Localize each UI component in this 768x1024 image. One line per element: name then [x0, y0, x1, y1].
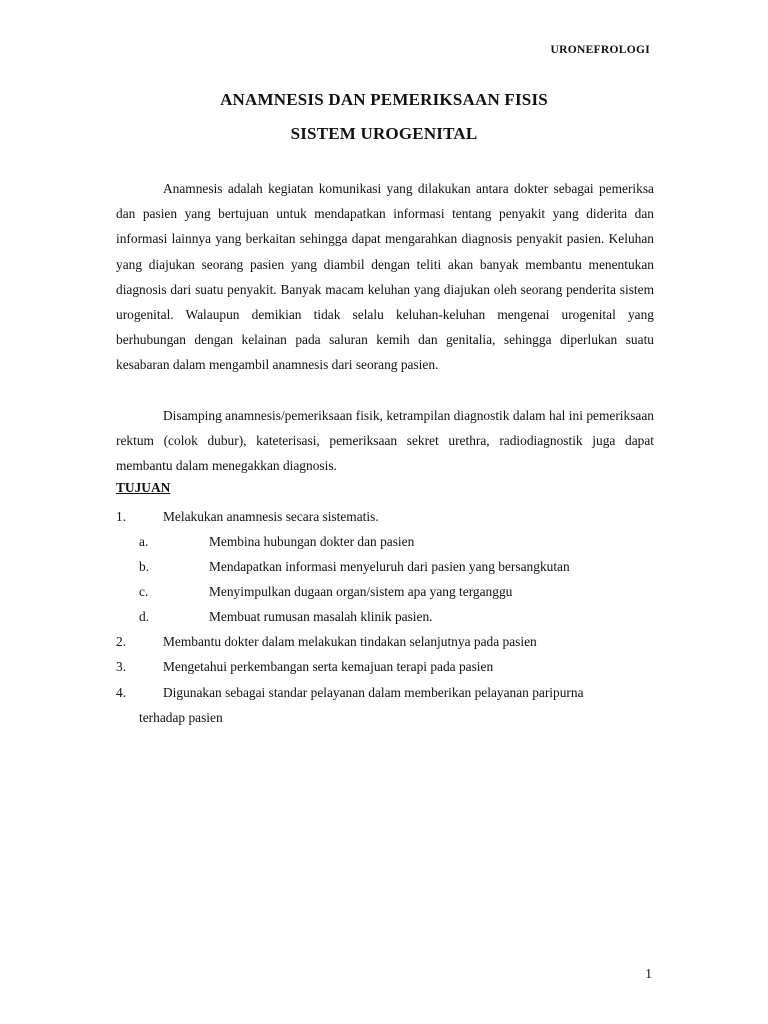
list-item-text: Membantu dokter dalam melakukan tindakan selanjutnya pada pasien — [163, 634, 537, 649]
document-title-line-2: SISTEM UROGENITAL — [290, 124, 478, 143]
list-item-number: 3. — [116, 659, 127, 674]
list-item — [116, 629, 654, 654]
sub-list-item — [139, 554, 654, 579]
sub-list-item-letter: d. — [139, 609, 150, 624]
intro-paragraph: Anamnesis adalah kegiatan komunikasi yang dilakukan antara dokter sebagai pemeriksa dan pasien yang bertujuan untuk mendapatkan informasi tentang penyakit yang diderita dan informasi lainnya yang berkaitan sehingga dapat mengarahkan diagnosis penyakit pasien. Keluhan yang diajukan seorang pasien yang diambil dengan teliti akan banyak membantu menentukan diagnosis dari suatu penyakit. Banyak macam keluhan yang diajukan oleh seorang penderita sistem urogenital. Walaupun demikian tidak selalu keluhan-keluhan mengenai urogenital yang berhubungan dengan kelainan pada saluran kemih dan genitalia, sehingga diperlukan suatu kesabaran dalam mengambil anamnesis dari seorang pasien. — [116, 181, 654, 373]
list-item-number: 1. — [116, 509, 127, 524]
sub-list-item-text: Membuat rumusan masalah klinik pasien. — [209, 609, 433, 624]
sub-list-item-text: Membina hubungan dokter dan pasien — [209, 534, 415, 549]
list-item-continuation: terhadap pasien — [139, 710, 223, 725]
sub-list-item-letter: c. — [139, 584, 149, 599]
running-header: URONEFROLOGI — [550, 44, 650, 56]
sub-list-item-letter: b. — [139, 559, 150, 574]
list-item-number: 2. — [116, 634, 127, 649]
list-item-text: Mengetahui perkembangan serta kemajuan terapi pada pasien — [163, 659, 494, 674]
sub-list-item-text: Menyimpulkan dugaan organ/sistem apa yang terganggu — [209, 584, 513, 599]
second-paragraph: Disamping anamnesis/pemeriksaan fisik, ketrampilan diagnostik dalam hal ini pemeriksaan rektum (colok dubur), kateterisasi, pemeriksaan sekret urethra, radiodiagnostik juga dapat membantu dalam menegakkan diagnosis. — [116, 408, 654, 474]
list-item-text: Digunakan sebagai standar pelayanan dalam memberikan pelayanan paripurna — [163, 685, 584, 700]
sub-list-item-text: Mendapatkan informasi menyeluruh dari pasien yang bersangkutan — [209, 559, 570, 574]
sub-list-item — [139, 579, 654, 604]
document-title-line-1: ANAMNESIS DAN PEMERIKSAAN FISIS — [220, 90, 548, 109]
list-item — [116, 654, 654, 679]
section-heading-tujuan: TUJUAN — [116, 480, 171, 495]
list-item-number: 4. — [116, 685, 127, 700]
list-item-text: Melakukan anamnesis secara sistematis. — [163, 509, 379, 524]
page-number: 1 — [645, 966, 652, 981]
sub-list-item — [139, 604, 654, 629]
list-item — [116, 680, 654, 705]
sub-list-item-letter: a. — [139, 534, 149, 549]
sub-list-item — [139, 529, 654, 554]
list-item — [116, 504, 654, 529]
